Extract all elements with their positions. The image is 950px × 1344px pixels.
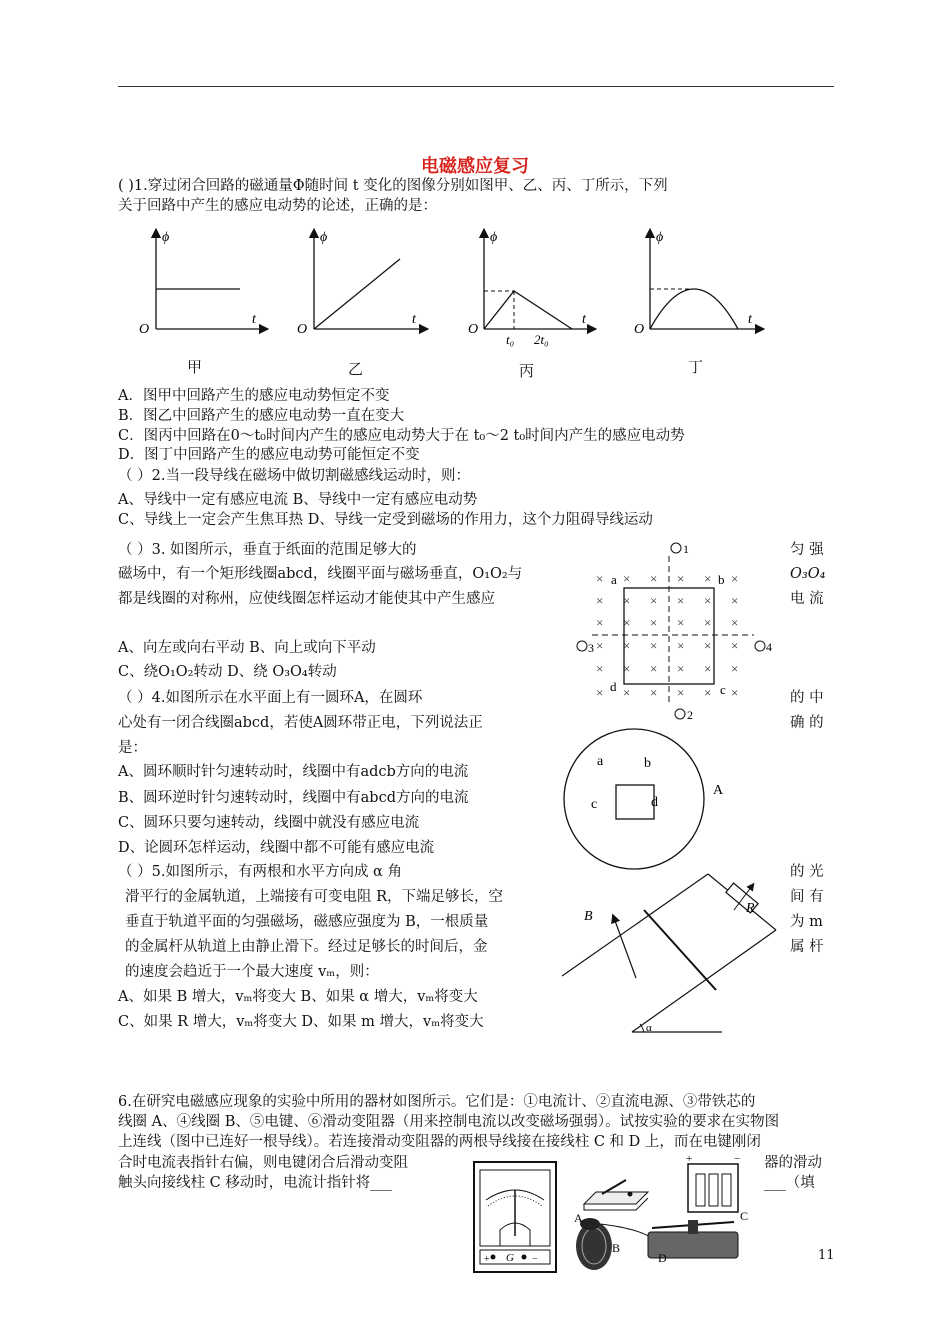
svg-text:4: 4 [766, 640, 772, 654]
svg-text:d: d [651, 795, 658, 810]
svg-text:b: b [644, 756, 651, 771]
q5-line4-right: 属 杆 [790, 939, 824, 955]
svg-text:α: α [646, 1022, 652, 1034]
bing-t-label: t [582, 312, 586, 327]
svg-text:×: × [623, 571, 631, 586]
svg-text:×: × [650, 571, 658, 586]
svg-text:×: × [731, 571, 739, 586]
q3-options-ab: A、向左或向右平动 B、向上或向下平动 [118, 640, 376, 656]
graph-ding [634, 230, 760, 337]
q1-option-b: B．图乙中回路产生的感应电动势一直在变大 [118, 408, 405, 424]
svg-text:×: × [677, 571, 685, 586]
yi-origin-label: O [297, 322, 308, 337]
svg-text:3: 3 [588, 641, 594, 655]
bing-flux-line [484, 291, 572, 329]
bing-2t0-label: 2t₀ [534, 332, 549, 347]
q5-line3: 垂直于轨道平面的匀强磁场，磁感应强度为 B，一根质量 [125, 914, 489, 930]
coil-A-B-icon [574, 1211, 652, 1270]
svg-text:×: × [677, 638, 685, 653]
svg-text:×: × [623, 661, 631, 676]
caption-yi: 乙 [348, 360, 364, 378]
q5-line2-right: 间 有 [790, 889, 824, 905]
jia-phi-label: ϕ [162, 230, 170, 245]
q6-line5: 触头向接线柱 C 移动时，电流计指针将___ [118, 1175, 393, 1191]
rheostat-icon [648, 1209, 748, 1265]
svg-text:×: × [623, 638, 631, 653]
svg-text:×: × [596, 571, 604, 586]
bing-phi-label: ϕ [490, 230, 498, 245]
svg-text:A: A [574, 1211, 583, 1225]
ding-phi-label: ϕ [656, 230, 664, 245]
svg-text:×: × [650, 638, 658, 653]
yi-phi-label: ϕ [320, 230, 328, 245]
svg-text:×: × [731, 638, 739, 653]
q4-line2: 心处有一闭合线圈abcd，若使A圆环带正电，下列说法正 [118, 715, 483, 731]
coil-corner-b: b [718, 572, 725, 587]
q4-line3: 是： [118, 740, 147, 756]
svg-text:×: × [704, 615, 712, 630]
q2-stem: （ ）2.当一段导线在磁场中做切割磁感线运动时，则： [118, 468, 470, 484]
svg-text:×: × [677, 593, 685, 608]
q1-stem-line2: 关于回路中产生的感应电动势的论述，正确的是： [118, 198, 437, 214]
q1-option-c: C．图丙中回路在0～t₀时间内产生的感应电动势大于在 t₀～2 t₀时间内产生的感应电动势 [118, 428, 685, 444]
q4-ring-diagram [556, 725, 746, 875]
q6-line5-right: ___（填 [764, 1175, 815, 1191]
svg-text:A: A [713, 783, 724, 798]
svg-text:×: × [731, 661, 739, 676]
rail-lower [632, 930, 776, 1032]
svg-text:+: + [484, 1254, 490, 1265]
svg-text:×: × [704, 685, 712, 700]
q5-options-ab: A、如果 B 增大，vₘ将变大 B、如果 α 增大，vₘ将变大 [118, 989, 478, 1005]
svg-text:×: × [650, 593, 658, 608]
coil-corner-d: d [610, 679, 617, 694]
metal-rod [644, 910, 716, 990]
svg-text:×: × [623, 685, 631, 700]
svg-text:×: × [596, 638, 604, 653]
svg-text:B: B [584, 909, 593, 924]
q5-line1-right: 的 光 [790, 864, 824, 880]
q1-option-d: D．图丁中回路产生的感应电动势可能恒定不变 [118, 447, 420, 463]
q3-line3: 都是线圈的对称州，应使线圈怎样运动才能使其中产生感应 [118, 591, 495, 607]
q2-options-cd: C、导线上一定会产生焦耳热 D、导线一定受到磁场的作用力，这个力阻碍导线运动 [118, 512, 653, 528]
q5-line3-right: 为 m [790, 914, 823, 930]
q6-line1: 6.在研究电磁感应现象的实验中所用的器材如图所示。它们是：①电流计、②直流电源、③带铁芯的 [118, 1094, 756, 1110]
q1-stem-line1: ( )1.穿过闭合回路的磁通量Φ随时间 t 变化的图像分别如图甲、乙、丙、丁所示，下列 [118, 178, 668, 194]
yi-flux-line [314, 259, 400, 329]
svg-text:×: × [596, 593, 604, 608]
q4-option-d: D、论圆环怎样运动，线圈中都不可能有感应电流 [118, 840, 435, 856]
svg-text:×: × [596, 661, 604, 676]
svg-text:×: × [704, 593, 712, 608]
q6-line4: 合时电流表指针右偏，则电键闭合后滑动变阻 [118, 1155, 408, 1171]
svg-text:R: R [746, 901, 755, 916]
svg-text:G: G [506, 1252, 514, 1264]
q1-graphs [130, 225, 790, 350]
q5-line4: 的金属杆从轨道上由静止滑下。经过足够长的时间后，金 [125, 939, 488, 955]
svg-text:a: a [597, 754, 604, 769]
svg-text:×: × [596, 685, 604, 700]
ding-flux-curve [650, 289, 738, 329]
ding-origin-label: O [634, 322, 645, 337]
q3-coil-diagram [572, 538, 788, 724]
q6-line3: 上连线（图中已连好一根导线）。若连接滑动变阻器的两根导线接在接线柱 C 和 D 上，而在电键刚闭 [118, 1134, 761, 1150]
q4-line1: （ ）4.如图所示在水平面上有一圆环A，在圆环 [118, 690, 423, 706]
coil-corner-c: c [720, 682, 726, 697]
page-title: 电磁感应复习 [421, 156, 529, 177]
svg-text:×: × [623, 615, 631, 630]
q5-line5: 的速度会趋近于一个最大速度 vₘ，则： [125, 964, 379, 980]
jia-origin-label: O [139, 322, 150, 337]
svg-text:×: × [650, 615, 658, 630]
yi-t-label: t [412, 312, 416, 327]
graph-jia [139, 230, 264, 337]
q5-line2: 滑平行的金属轨道，上端接有可变电阻 R，下端足够长，空 [125, 889, 504, 905]
svg-text:×: × [596, 615, 604, 630]
svg-text:×: × [650, 685, 658, 700]
q4-line1-right: 的 中 [790, 690, 824, 706]
svg-text:×: × [704, 638, 712, 653]
svg-text:×: × [677, 615, 685, 630]
q3-line3-right: 电 流 [790, 591, 824, 607]
coil-abcd-small [616, 785, 654, 819]
battery-icon [686, 1153, 740, 1212]
coil-corner-a: a [611, 572, 617, 587]
svg-text:c: c [591, 797, 598, 812]
q3-line2-right: O₃O₄ [790, 566, 826, 582]
header-rule [118, 86, 834, 87]
page-number: 11 [818, 1248, 835, 1263]
q4-option-b: B、圆环逆时针匀速转动时，线圈中有abcd方向的电流 [118, 790, 469, 806]
switch-icon [584, 1180, 648, 1210]
graph-yi [297, 230, 424, 337]
q2-options-ab: A、导线中一定有感应电流 B、导线中一定有感应电动势 [118, 492, 478, 508]
svg-text:−: − [532, 1254, 538, 1265]
bing-t0-label: t₀ [506, 332, 515, 347]
svg-text:−: − [734, 1153, 741, 1165]
q3-line1: （ ）3. 如图所示，垂直于纸面的范围足够大的 [118, 542, 417, 558]
svg-text:D: D [658, 1251, 667, 1265]
q3-line2: 磁场中，有一个矩形线圈abcd，线圈平面与磁场垂直，O₁O₂与 [118, 566, 523, 582]
svg-text:×: × [731, 593, 739, 608]
svg-text:×: × [704, 661, 712, 676]
q3-line1-right: 匀 强 [790, 542, 824, 558]
q6-apparatus [466, 1150, 776, 1275]
svg-text:B: B [612, 1241, 621, 1255]
svg-text:C: C [740, 1209, 749, 1223]
ding-t-label: t [748, 312, 752, 327]
bing-origin-label: O [468, 322, 479, 337]
caption-ding: 丁 [688, 358, 704, 376]
galvanometer-icon [474, 1162, 556, 1272]
svg-text:×: × [677, 685, 685, 700]
ring-A [564, 729, 704, 869]
q5-line1: （ ）5.如图所示，有两根和水平方向成 α 角 [118, 864, 402, 880]
svg-text:×: × [677, 661, 685, 676]
q6-line2: 线圈 A、④线圈 B、⑤电键、⑥滑动变阻器（用来控制电流以改变磁场强弱）。试按实验的要求在实物图 [118, 1114, 780, 1130]
q6-line4-right: 器的滑动 [764, 1155, 822, 1171]
svg-text:2: 2 [687, 708, 693, 722]
svg-text:1: 1 [683, 542, 689, 556]
caption-bing: 丙 [519, 362, 535, 380]
q5-options-cd: C、如果 R 增大，vₘ将变大 D、如果 m 增大，vₘ将变大 [118, 1014, 484, 1030]
svg-text:×: × [623, 593, 631, 608]
q3-options-cd: C、绕O₁O₂转动 D、绕 O₃O₄转动 [118, 664, 337, 680]
svg-text:×: × [650, 661, 658, 676]
q5-rail-diagram [556, 866, 786, 1041]
svg-text:×: × [704, 571, 712, 586]
caption-jia: 甲 [187, 358, 203, 376]
rail-upper [562, 874, 708, 976]
svg-text:×: × [731, 685, 739, 700]
q4-option-a: A、圆环顺时针匀速转动时，线圈中有adcb方向的电流 [118, 764, 469, 780]
q1-option-a: A．图甲中回路产生的感应电动势恒定不变 [118, 388, 390, 404]
q4-option-c: C、圆环只要匀速转动，线圈中就没有感应电流 [118, 815, 420, 831]
graph-bing [468, 230, 592, 347]
jia-t-label: t [252, 312, 256, 327]
svg-text:×: × [731, 615, 739, 630]
q4-line2-right: 确 的 [790, 715, 824, 731]
svg-text:+: + [686, 1153, 693, 1165]
